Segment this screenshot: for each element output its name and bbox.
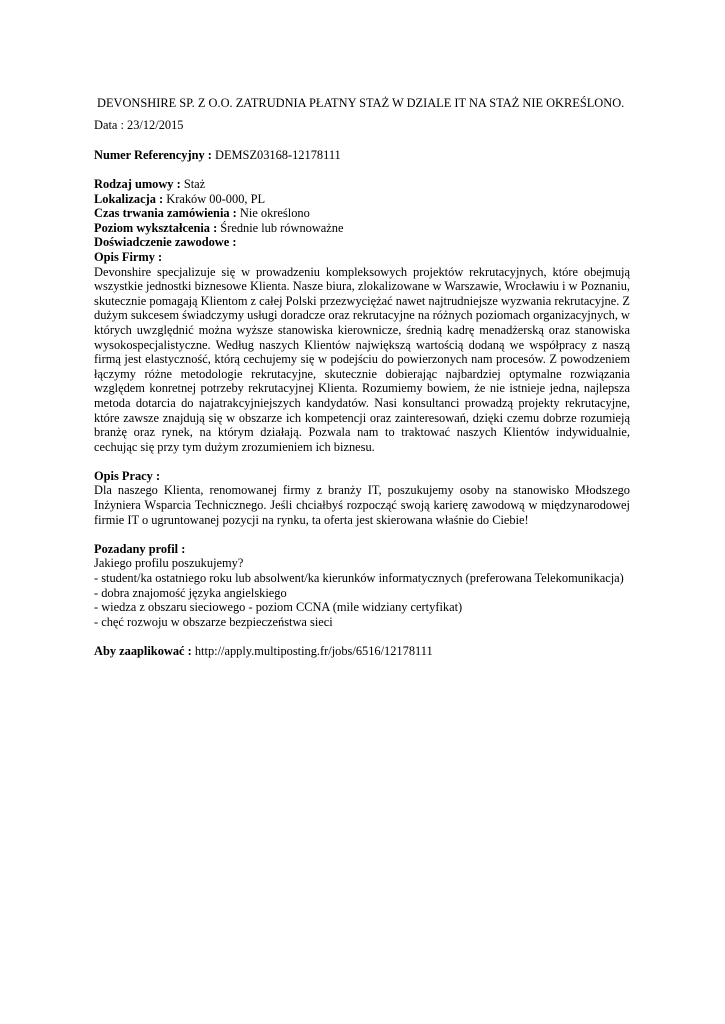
experience-line <box>94 235 630 250</box>
duration-line <box>94 206 630 221</box>
profile-item: - student/ka ostatniego roku lub absolwent/ka kierunków informatycznych (preferowana Telekomunikacja) <box>94 571 624 586</box>
education-value: Średnie lub równoważne <box>220 220 344 235</box>
job-heading: Opis Pracy : <box>94 468 161 483</box>
spacer <box>94 527 630 542</box>
profile-intro: Jakiego profilu poszukujemy? <box>94 556 244 571</box>
date-value: 23/12/2015 <box>127 118 184 132</box>
spacer <box>94 454 630 469</box>
contract-label: Rodzaj umowy : <box>94 177 184 191</box>
apply-line <box>94 644 630 659</box>
education-line <box>94 221 630 236</box>
experience-label: Doświadczenie zawodowe : <box>94 235 237 250</box>
date-line <box>94 118 183 133</box>
company-description: Devonshire specjalizuje się w prowadzeniu kompleksowych projektów rekrutacyjnych, które obejmują wszystkie jednostki biznesowe Klienta. Nasze biura, zlokalizowane w Warszawie, Wrocławiu i w Poznaniu, skutecznie pomagają Klientom z całej Polski przezwyciężać nawet najtrudniejsze wyzwania rekrutacyjne. Z dużym sukcesem świadczymy usługi doradcze oraz rekrutacyjne na różnych poziomach organizacyjnych, w których uwzględnić można wyższe stanowiska kierownicze, średnią kadrę menadżerską oraz stanowiska wysokospecjalistyczne. Według naszych Klientów największą wartością dodaną we współpracy z naszą firmą jest elastyczność, którą cechujemy się w podejściu do powierzonych nam procesów. Z powodzeniem łączymy różne metodologie rekrutacyjne, skutecznie dobierając najbardziej optymalne rozwiązania względem konretnej potrzeby rekrutacyjnej Klienta. Rozumiemy bowiem, że nie istnieje jedna, najlepsza metoda dotarcia do najatrakcyjniejszych kandydatów. Nasi konsultanci prowadzą projekty rekrutacyjne, które zawsze znajdują się w obszarze ich kompetencji oraz zainteresowań, dzięki czemu dobrze rozumieją branżę oraz rynek, na którym działają. Pozwala nam to traktować naszych Klientów indywidualnie, cechując się przy tym dużym zrozumieniem ich biznesu. <box>94 264 631 454</box>
apply-label: Aby zaaplikować : <box>94 644 195 658</box>
profile-item: - wiedza z obszaru sieciowego - poziom CCNA (mile widziany certyfikat) <box>94 600 463 615</box>
reference-value: DEMSZ03168-12178111 <box>215 148 341 162</box>
location-label: Lokalizacja : <box>94 191 167 206</box>
date-label: Data : <box>94 118 128 132</box>
reference-label: Numer Referencyjny : <box>94 148 216 162</box>
location-line <box>94 192 630 207</box>
profile-heading: Pozadany profil : <box>94 541 186 556</box>
job-description: Dla naszego Klienta, renomowanej firmy z branży IT, poszukujemy osoby na stanowisko Młodszego Inżyniera Wsparcia Technicznego. Jeśli chciałbyś rozpocząć swoją karierę zawodową w międzynarodowej firmie IT o ugruntowanej pozycji na rynku, ta oferta jest skierowana właśnie do Ciebie! <box>94 483 630 527</box>
apply-link[interactable]: http://apply.multiposting.fr/jobs/6516/12178111 <box>194 644 433 658</box>
contract-line <box>94 177 630 192</box>
profile-item: - chęć rozwoju w obszarze bezpieczeństwa sieci <box>94 614 333 629</box>
education-label: Poziom wykształcenia : <box>94 220 221 235</box>
details-section <box>94 177 630 659</box>
spacer <box>94 629 630 644</box>
contract-value: Staż <box>183 177 206 191</box>
document-title: DEVONSHIRE SP. Z O.O. ZATRUDNIA PŁATNY STAŻ W DZIALE IT NA STAŻ NIE OKREŚLONO. <box>97 96 625 110</box>
company-heading: Opis Firmy : <box>94 249 163 264</box>
duration-value: Nie określono <box>239 206 310 221</box>
profile-item: - dobra znajomość języka angielskiego <box>94 585 287 600</box>
location-value: Kraków 00-000, PL <box>166 191 266 206</box>
duration-label: Czas trwania zamówienia : <box>94 206 240 221</box>
reference-line <box>94 148 341 163</box>
